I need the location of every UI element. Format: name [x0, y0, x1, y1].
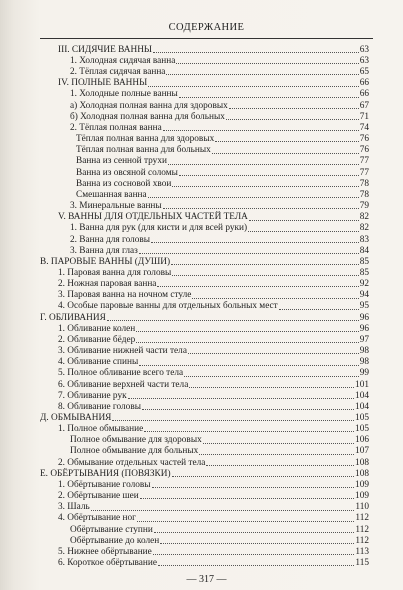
toc-entry-title: 1. Полное обмывание — [58, 424, 144, 435]
toc-entry-page: 115 — [355, 558, 369, 569]
table-of-contents — [40, 44, 369, 568]
toc-entry-page: 66 — [359, 89, 369, 100]
dot-leader — [206, 465, 354, 466]
dot-leader — [166, 74, 358, 75]
toc-entry — [40, 535, 369, 546]
dot-leader — [137, 521, 354, 522]
dot-leader — [199, 454, 354, 455]
toc-entry-title: 1. Обливание колен — [58, 323, 136, 334]
toc-entry — [40, 401, 369, 412]
toc-entry-title: 1. Паровая ванна для головы — [58, 267, 172, 278]
dot-leader — [136, 342, 358, 343]
toc-entry — [40, 468, 369, 479]
toc-entry — [40, 479, 369, 490]
toc-entry-title: Г. ОБЛИВАНИЯ — [40, 312, 106, 323]
toc-entry-page: 113 — [355, 546, 369, 557]
toc-entry-page: 104 — [355, 390, 369, 401]
dot-leader — [176, 63, 358, 64]
dot-leader — [136, 331, 358, 332]
toc-entry — [40, 423, 369, 434]
toc-entry-page: 63 — [359, 56, 369, 67]
dot-leader — [91, 510, 355, 511]
toc-entry-page: 99 — [359, 368, 369, 379]
dot-leader — [179, 175, 359, 176]
toc-entry — [40, 412, 369, 423]
toc-entry-title: 5. Нижнее обёртывание — [58, 546, 152, 557]
toc-entry-title: 3. Обливание нижней части тела — [58, 346, 187, 357]
dot-leader — [163, 208, 359, 209]
toc-entry-title: 1. Холодная сидячая ванна — [70, 56, 176, 67]
toc-entry-title: б) Холодная полная ванна для больных — [70, 111, 225, 122]
toc-entry-page: 82 — [359, 223, 369, 234]
toc-entry-title: 2. Обёртывание шеи — [58, 491, 139, 502]
toc-entry-page: 112 — [355, 513, 369, 524]
dot-leader — [154, 532, 355, 533]
toc-entry — [40, 356, 369, 367]
toc-entry — [40, 223, 369, 234]
toc-entry-title: 6. Короткое обёртывание — [58, 558, 157, 569]
toc-entry-page: 105 — [355, 413, 369, 424]
toc-entry-title: 2. Тёплая сидячая ванна — [70, 67, 166, 78]
toc-entry-title: 4. Обёртывание ног — [58, 513, 136, 524]
dot-leader — [172, 186, 358, 187]
toc-entry-page: 79 — [359, 201, 369, 212]
dot-leader — [168, 164, 359, 165]
dot-leader — [148, 197, 359, 198]
toc-entry-title: Полное обмывание для здоровых — [70, 435, 202, 446]
toc-entry-title: а) Холодная полная ванна для здоровых — [70, 100, 228, 111]
toc-entry-title: 1. Холодные полные ванны — [70, 89, 178, 100]
toc-entry-title: 3. Паровая ванна на ночном стуле — [58, 290, 192, 301]
toc-entry — [40, 133, 369, 144]
toc-entry — [40, 211, 369, 222]
toc-entry-title: Ванна из сосновой хвои — [76, 178, 172, 189]
dot-leader — [153, 52, 359, 53]
toc-entry-title: 1. Ванна для рук (для кисти и для всей руки) — [70, 223, 248, 234]
toc-entry-title: Смешанная ванна — [76, 189, 147, 200]
toc-entry-page: 66 — [359, 78, 369, 89]
dot-leader — [184, 376, 359, 377]
toc-entry-page: 63 — [359, 44, 369, 55]
toc-entry — [40, 490, 369, 501]
toc-entry — [40, 301, 369, 312]
toc-entry-title: 4. Обливание спины — [58, 357, 139, 368]
dot-leader — [249, 220, 359, 221]
page-title: СОДЕРЖАНИЕ — [168, 22, 245, 33]
toc-entry — [40, 267, 369, 278]
toc-entry-title: 2. Обливание бёдер — [58, 334, 136, 345]
toc-entry-title: Полное обмывание для больных — [70, 446, 199, 457]
toc-entry-page: 101 — [355, 379, 369, 390]
dot-leader — [188, 353, 359, 354]
toc-entry — [40, 189, 369, 200]
dot-leader — [139, 365, 358, 366]
toc-entry-page: 96 — [359, 323, 369, 334]
toc-entry-title: Д. ОБМЫВАНИЯ — [40, 413, 112, 424]
toc-entry-page: 85 — [359, 256, 369, 267]
toc-entry-page: 74 — [359, 122, 369, 133]
toc-entry-page: 112 — [355, 524, 369, 535]
toc-entry-title: 2. Ножная паровая ванна — [58, 279, 157, 290]
toc-entry-page: 98 — [359, 346, 369, 357]
toc-entry — [40, 368, 369, 379]
toc-entry-page: 77 — [359, 167, 369, 178]
toc-entry-title: 2. Ванна для головы — [70, 234, 151, 245]
toc-entry-title: Тёплая полная ванна для здоровых — [76, 134, 215, 145]
toc-entry — [40, 256, 369, 267]
toc-entry-title: IV. ПОЛНЫЕ ВАННЫ — [58, 78, 148, 89]
toc-entry-page: 67 — [359, 100, 369, 111]
toc-entry-page: 109 — [355, 479, 369, 490]
toc-entry-page: 92 — [359, 279, 369, 290]
dot-leader — [248, 231, 359, 232]
toc-entry — [40, 501, 369, 512]
toc-entry-title: 5. Полное обливание всего тела — [58, 368, 184, 379]
toc-entry — [40, 234, 369, 245]
toc-entry-page: 110 — [355, 502, 369, 513]
dot-leader — [279, 309, 359, 310]
dot-leader — [192, 298, 358, 299]
toc-entry-page: 94 — [359, 290, 369, 301]
toc-entry-page: 106 — [355, 435, 369, 446]
toc-entry-title: Ванна из сенной трухи — [76, 156, 167, 167]
toc-entry — [40, 557, 369, 568]
toc-entry-title: 2. Тёплая полная ванна — [70, 122, 162, 133]
toc-entry — [40, 379, 369, 390]
page-number: — 317 — — [186, 574, 227, 585]
toc-entry-page: 83 — [359, 234, 369, 245]
dot-leader — [158, 565, 354, 566]
toc-entry — [40, 122, 369, 133]
toc-entry — [40, 278, 369, 289]
toc-entry — [40, 546, 369, 557]
toc-entry-page: 108 — [355, 457, 369, 468]
toc-entry-page: 112 — [355, 535, 369, 546]
toc-entry-title: 3. Шаль — [58, 502, 90, 513]
toc-entry-page: 95 — [359, 301, 369, 312]
dot-leader — [189, 387, 354, 388]
toc-entry — [40, 434, 369, 445]
dot-leader — [152, 487, 355, 488]
toc-entry — [40, 89, 369, 100]
toc-entry-title: В. ПАРОВЫЕ ВАННЫ (ДУШИ) — [40, 256, 171, 267]
toc-entry-page: 71 — [359, 111, 369, 122]
toc-entry-page: 105 — [355, 424, 369, 435]
dot-leader — [160, 543, 354, 544]
toc-entry-title: 7. Обливание рук — [58, 390, 127, 401]
toc-entry — [40, 513, 369, 524]
toc-entry-title: V. ВАННЫ ДЛЯ ОТДЕЛЬНЫХ ЧАСТЕЙ ТЕЛА — [58, 212, 248, 223]
dot-leader — [148, 86, 358, 87]
toc-entry-page: 65 — [359, 67, 369, 78]
dot-leader — [215, 141, 358, 142]
toc-entry-title: 2. Обмывание отдельных частей тела — [58, 457, 206, 468]
toc-entry-title: Тёплая полная ванна для больных — [76, 145, 211, 156]
toc-entry — [40, 44, 369, 55]
toc-entry-page: 85 — [359, 267, 369, 278]
toc-entry-page: 78 — [359, 178, 369, 189]
toc-entry-title: III. СИДЯЧИЕ ВАННЫ — [58, 44, 153, 55]
toc-entry — [40, 334, 369, 345]
toc-entry-page: 76 — [359, 145, 369, 156]
toc-entry-title: 3. Ванна для глаз — [70, 245, 138, 256]
toc-entry-page: 107 — [355, 446, 369, 457]
dot-leader — [172, 275, 358, 276]
toc-entry — [40, 66, 369, 77]
dot-leader — [112, 420, 354, 421]
toc-entry-page: 84 — [359, 245, 369, 256]
toc-entry-page: 97 — [359, 334, 369, 345]
toc-entry — [40, 178, 369, 189]
toc-entry-page: 77 — [359, 156, 369, 167]
dot-leader — [171, 264, 359, 265]
toc-entry-page: 76 — [359, 134, 369, 145]
toc-entry-title: 4. Особые паровые ванны для отдельных больных мест — [58, 301, 278, 312]
dot-leader — [128, 398, 354, 399]
toc-entry-page: 104 — [355, 401, 369, 412]
toc-entry-title: 1. Обёртывание головы — [58, 479, 151, 490]
dot-leader — [163, 130, 359, 131]
toc-entry-title: 8. Обливание головы — [58, 401, 141, 412]
toc-entry-page: 96 — [359, 312, 369, 323]
dot-leader — [151, 242, 359, 243]
toc-entry-title: 3. Минеральные ванны — [70, 201, 162, 212]
header-rule — [40, 38, 373, 39]
dot-leader — [107, 320, 359, 321]
toc-entry — [40, 200, 369, 211]
toc-entry — [40, 457, 369, 468]
toc-entry-title: Обёртывание ступни — [70, 524, 153, 535]
toc-entry-page: 98 — [359, 357, 369, 368]
toc-entry-title: Ванна из овсяной соломы — [76, 167, 178, 178]
toc-entry — [40, 167, 369, 178]
toc-entry — [40, 55, 369, 66]
dot-leader — [212, 153, 359, 154]
toc-entry — [40, 390, 369, 401]
dot-leader — [179, 97, 359, 98]
toc-entry-page: 78 — [359, 189, 369, 200]
toc-entry-page: 108 — [355, 468, 369, 479]
toc-entry — [40, 323, 369, 334]
toc-entry — [40, 245, 369, 256]
dot-leader — [172, 476, 355, 477]
toc-entry-title: Е. ОБЁРТЫВАНИЯ (ПОВЯЗКИ) — [40, 468, 171, 479]
toc-entry — [40, 312, 369, 323]
dot-leader — [229, 108, 359, 109]
toc-entry — [40, 111, 369, 122]
toc-entry-page: 109 — [355, 491, 369, 502]
toc-entry-title: 6. Обливание верхней части тела — [58, 379, 189, 390]
toc-entry-title: Обёртывание до колен — [70, 535, 160, 546]
toc-entry — [40, 77, 369, 88]
dot-leader — [226, 119, 359, 120]
toc-entry — [40, 289, 369, 300]
toc-entry — [40, 345, 369, 356]
dot-leader — [144, 431, 354, 432]
toc-entry-page: 82 — [359, 212, 369, 223]
toc-entry — [40, 144, 369, 155]
dot-leader — [157, 286, 358, 287]
dot-leader — [153, 554, 355, 555]
toc-entry — [40, 446, 369, 457]
dot-leader — [203, 443, 354, 444]
dot-leader — [142, 409, 354, 410]
dot-leader — [140, 498, 354, 499]
toc-entry — [40, 100, 369, 111]
toc-entry — [40, 156, 369, 167]
toc-entry — [40, 524, 369, 535]
dot-leader — [139, 253, 359, 254]
